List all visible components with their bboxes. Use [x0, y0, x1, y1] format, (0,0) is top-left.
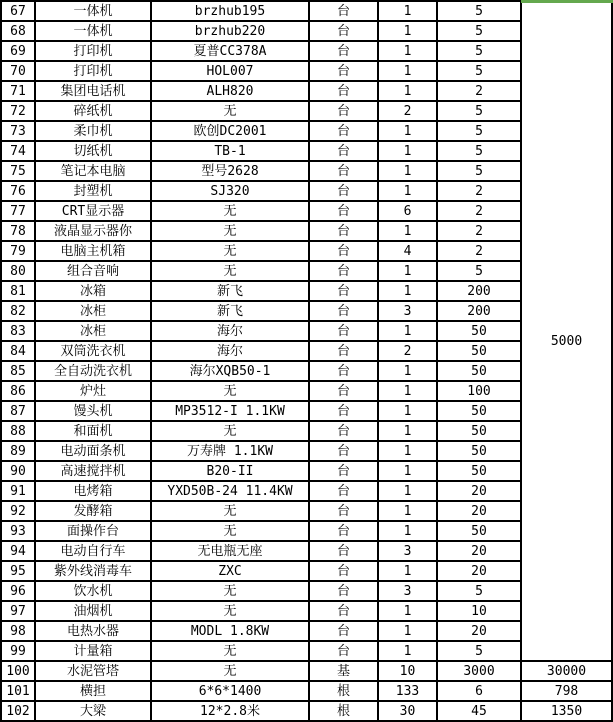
row-number-cell[interactable]: 82 — [1, 301, 35, 321]
quantity-cell[interactable]: 6 — [378, 201, 437, 221]
quantity-cell[interactable]: 1 — [378, 621, 437, 641]
row-number-cell[interactable]: 83 — [1, 321, 35, 341]
unit-cell[interactable]: 台 — [309, 381, 378, 401]
item-name-cell[interactable]: 组合音响 — [35, 261, 151, 281]
row-number-cell[interactable]: 93 — [1, 521, 35, 541]
unit-cell[interactable]: 台 — [309, 161, 378, 181]
unit-price-cell[interactable]: 50 — [437, 341, 521, 361]
unit-price-cell[interactable]: 100 — [437, 381, 521, 401]
unit-cell[interactable]: 台 — [309, 121, 378, 141]
model-cell[interactable]: YXD50B-24 11.4KW — [151, 481, 309, 501]
unit-cell[interactable]: 台 — [309, 241, 378, 261]
item-name-cell[interactable]: 一体机 — [35, 21, 151, 41]
unit-price-cell[interactable]: 2 — [437, 241, 521, 261]
quantity-cell[interactable]: 2 — [378, 101, 437, 121]
unit-cell[interactable]: 台 — [309, 41, 378, 61]
item-name-cell[interactable]: 电动自行车 — [35, 541, 151, 561]
table-row — [1, 121, 612, 141]
quantity-cell[interactable]: 1 — [378, 121, 437, 141]
item-name-cell[interactable]: 碎纸机 — [35, 101, 151, 121]
unit-price-cell[interactable]: 5 — [437, 21, 521, 41]
quantity-cell[interactable]: 2 — [378, 341, 437, 361]
row-number-cell[interactable]: 79 — [1, 241, 35, 261]
item-name-cell[interactable]: 冰柜 — [35, 321, 151, 341]
total-cell[interactable]: 798 — [521, 681, 612, 701]
quantity-cell[interactable]: 133 — [378, 681, 437, 701]
quantity-cell[interactable]: 1 — [378, 141, 437, 161]
unit-cell[interactable]: 台 — [309, 61, 378, 81]
item-name-cell[interactable]: 馒头机 — [35, 401, 151, 421]
unit-price-cell[interactable]: 50 — [437, 421, 521, 441]
unit-cell[interactable]: 台 — [309, 581, 378, 601]
unit-price-cell[interactable]: 2 — [437, 201, 521, 221]
row-number-cell[interactable]: 72 — [1, 101, 35, 121]
quantity-cell[interactable]: 1 — [378, 361, 437, 381]
row-number-cell[interactable]: 96 — [1, 581, 35, 601]
row-number-cell[interactable]: 69 — [1, 41, 35, 61]
item-name-cell[interactable]: 电热水器 — [35, 621, 151, 641]
table-row — [1, 481, 612, 501]
model-cell[interactable]: TB-1 — [151, 141, 309, 161]
row-number-cell[interactable]: 87 — [1, 401, 35, 421]
row-number-cell[interactable]: 67 — [1, 1, 35, 21]
unit-price-cell[interactable]: 20 — [437, 481, 521, 501]
model-cell[interactable]: 无 — [151, 501, 309, 521]
table-row — [1, 281, 612, 301]
unit-price-cell[interactable]: 20 — [437, 541, 521, 561]
merged-total-value: 5000 — [550, 334, 583, 349]
quantity-cell[interactable]: 3 — [378, 541, 437, 561]
item-name-cell[interactable]: 打印机 — [35, 41, 151, 61]
unit-cell[interactable]: 台 — [309, 101, 378, 121]
quantity-cell[interactable]: 1 — [378, 1, 437, 21]
quantity-cell[interactable]: 1 — [378, 461, 437, 481]
item-name-cell[interactable]: 全自动洗衣机 — [35, 361, 151, 381]
row-number-cell[interactable]: 100 — [1, 661, 35, 681]
model-cell[interactable]: 新飞 — [151, 301, 309, 321]
table-row — [1, 61, 612, 81]
unit-cell[interactable]: 台 — [309, 181, 378, 201]
table-row — [1, 401, 612, 421]
quantity-cell[interactable]: 1 — [378, 441, 437, 461]
unit-price-cell[interactable]: 50 — [437, 321, 521, 341]
table-row — [1, 81, 612, 101]
unit-cell[interactable]: 台 — [309, 341, 378, 361]
unit-cell[interactable]: 台 — [309, 21, 378, 41]
row-number-cell[interactable]: 92 — [1, 501, 35, 521]
row-number-cell[interactable]: 84 — [1, 341, 35, 361]
unit-cell[interactable]: 根 — [309, 681, 378, 701]
item-name-cell[interactable]: 计量箱 — [35, 641, 151, 661]
unit-cell[interactable]: 台 — [309, 301, 378, 321]
quantity-cell[interactable]: 1 — [378, 41, 437, 61]
unit-price-cell[interactable]: 3000 — [437, 661, 521, 681]
row-number-cell[interactable]: 101 — [1, 681, 35, 701]
item-name-cell[interactable]: 发酵箱 — [35, 501, 151, 521]
unit-cell[interactable]: 台 — [309, 641, 378, 661]
unit-price-cell[interactable]: 5 — [437, 141, 521, 161]
table-row — [1, 621, 612, 641]
quantity-cell[interactable]: 1 — [378, 61, 437, 81]
row-number-cell[interactable]: 78 — [1, 221, 35, 241]
row-number-cell[interactable]: 76 — [1, 181, 35, 201]
model-cell[interactable]: 无 — [151, 241, 309, 261]
item-name-cell[interactable]: 和面机 — [35, 421, 151, 441]
table-row — [1, 201, 612, 221]
model-cell[interactable]: 无 — [151, 381, 309, 401]
table-row — [1, 101, 612, 121]
table-row — [1, 181, 612, 201]
row-number-cell[interactable]: 94 — [1, 541, 35, 561]
unit-cell[interactable]: 台 — [309, 201, 378, 221]
quantity-cell[interactable]: 3 — [378, 581, 437, 601]
model-cell[interactable]: 无 — [151, 101, 309, 121]
table-row — [1, 581, 612, 601]
item-name-cell[interactable]: CRT显示器 — [35, 201, 151, 221]
unit-cell[interactable]: 台 — [309, 361, 378, 381]
row-number-cell[interactable]: 90 — [1, 461, 35, 481]
table-row — [1, 301, 612, 321]
model-cell[interactable]: 型号2628 — [151, 161, 309, 181]
row-number-cell[interactable]: 88 — [1, 421, 35, 441]
quantity-cell[interactable]: 30 — [378, 701, 437, 721]
model-cell[interactable]: 12*2.8米 — [151, 701, 309, 721]
quantity-cell[interactable]: 1 — [378, 321, 437, 341]
quantity-cell[interactable]: 1 — [378, 501, 437, 521]
unit-price-cell[interactable]: 5 — [437, 581, 521, 601]
unit-cell[interactable]: 台 — [309, 321, 378, 341]
row-number-cell[interactable]: 75 — [1, 161, 35, 181]
unit-cell[interactable]: 台 — [309, 401, 378, 421]
unit-price-cell[interactable]: 20 — [437, 501, 521, 521]
unit-price-cell[interactable]: 5 — [437, 61, 521, 81]
item-name-cell[interactable]: 大梁 — [35, 701, 151, 721]
unit-cell[interactable]: 台 — [309, 221, 378, 241]
model-cell[interactable]: 无 — [151, 421, 309, 441]
model-cell[interactable]: 6*6*1400 — [151, 681, 309, 701]
unit-cell[interactable]: 台 — [309, 421, 378, 441]
unit-price-cell[interactable]: 5 — [437, 121, 521, 141]
table-row — [1, 141, 612, 161]
quantity-cell[interactable]: 1 — [378, 261, 437, 281]
unit-cell[interactable]: 台 — [309, 261, 378, 281]
model-cell[interactable]: 夏普CC378A — [151, 41, 309, 61]
table-row — [1, 321, 612, 341]
table-row — [1, 641, 612, 661]
item-name-cell[interactable]: 紫外线消毒车 — [35, 561, 151, 581]
quantity-cell[interactable]: 1 — [378, 421, 437, 441]
model-cell[interactable]: MP3512-I 1.1KW — [151, 401, 309, 421]
model-cell[interactable]: HOL007 — [151, 61, 309, 81]
table-row — [1, 421, 612, 441]
unit-cell[interactable]: 台 — [309, 1, 378, 21]
row-number-cell[interactable]: 86 — [1, 381, 35, 401]
unit-price-cell[interactable]: 200 — [437, 281, 521, 301]
unit-price-cell[interactable]: 5 — [437, 101, 521, 121]
row-number-cell[interactable]: 74 — [1, 141, 35, 161]
model-cell[interactable]: 新飞 — [151, 281, 309, 301]
quantity-cell[interactable]: 1 — [378, 641, 437, 661]
model-cell[interactable]: 无电瓶无座 — [151, 541, 309, 561]
row-number-cell[interactable]: 70 — [1, 61, 35, 81]
table-row — [1, 21, 612, 41]
model-cell[interactable]: ZXC — [151, 561, 309, 581]
row-number-cell[interactable]: 89 — [1, 441, 35, 461]
quantity-cell[interactable]: 1 — [378, 281, 437, 301]
table-row — [1, 221, 612, 241]
row-number-cell[interactable]: 102 — [1, 701, 35, 721]
quantity-cell[interactable]: 1 — [378, 481, 437, 501]
model-cell[interactable]: 无 — [151, 581, 309, 601]
model-cell[interactable]: SJ320 — [151, 181, 309, 201]
unit-price-cell[interactable]: 2 — [437, 181, 521, 201]
unit-cell[interactable]: 基 — [309, 661, 378, 681]
item-name-cell[interactable]: 集团电话机 — [35, 81, 151, 101]
item-name-cell[interactable]: 冰柜 — [35, 301, 151, 321]
row-number-cell[interactable]: 81 — [1, 281, 35, 301]
model-cell[interactable]: 无 — [151, 201, 309, 221]
model-cell[interactable]: 无 — [151, 221, 309, 241]
quantity-cell[interactable]: 1 — [378, 561, 437, 581]
unit-price-cell[interactable]: 5 — [437, 161, 521, 181]
table-row — [1, 241, 612, 261]
selection-border-green — [521, 0, 613, 3]
quantity-cell[interactable]: 1 — [378, 221, 437, 241]
unit-cell[interactable]: 台 — [309, 481, 378, 501]
model-cell[interactable]: 无 — [151, 661, 309, 681]
item-name-cell[interactable]: 切纸机 — [35, 141, 151, 161]
quantity-cell[interactable]: 1 — [378, 601, 437, 621]
row-number-cell[interactable]: 97 — [1, 601, 35, 621]
unit-cell[interactable]: 台 — [309, 601, 378, 621]
row-number-cell[interactable]: 91 — [1, 481, 35, 501]
model-cell[interactable]: 欧创DC2001 — [151, 121, 309, 141]
row-number-cell[interactable]: 80 — [1, 261, 35, 281]
unit-cell[interactable]: 台 — [309, 541, 378, 561]
item-name-cell[interactable]: 电脑主机箱 — [35, 241, 151, 261]
model-cell[interactable]: brzhub220 — [151, 21, 309, 41]
table-row — [1, 41, 612, 61]
unit-price-cell[interactable]: 5 — [437, 1, 521, 21]
unit-price-cell[interactable]: 5 — [437, 41, 521, 61]
table-row — [1, 501, 612, 521]
item-name-cell[interactable]: 面操作台 — [35, 521, 151, 541]
unit-cell[interactable]: 台 — [309, 441, 378, 461]
quantity-cell[interactable]: 1 — [378, 21, 437, 41]
unit-cell[interactable]: 台 — [309, 461, 378, 481]
table-row — [1, 661, 612, 681]
model-cell[interactable]: 无 — [151, 261, 309, 281]
unit-price-cell[interactable]: 50 — [437, 361, 521, 381]
item-name-cell[interactable]: 打印机 — [35, 61, 151, 81]
table-row — [1, 601, 612, 621]
table-row — [1, 161, 612, 181]
table-row — [1, 441, 612, 461]
table-row — [1, 561, 612, 581]
unit-price-cell[interactable]: 50 — [437, 401, 521, 421]
unit-price-cell[interactable]: 50 — [437, 521, 521, 541]
table-row — [1, 541, 612, 561]
model-cell[interactable]: 海尔 — [151, 341, 309, 361]
unit-cell[interactable]: 台 — [309, 141, 378, 161]
row-number-cell[interactable]: 95 — [1, 561, 35, 581]
unit-cell[interactable]: 台 — [309, 281, 378, 301]
model-cell[interactable]: brzhub195 — [151, 1, 309, 21]
table-row — [1, 681, 612, 701]
model-cell[interactable]: 万寿牌 1.1KW — [151, 441, 309, 461]
item-name-cell[interactable]: 高速搅拌机 — [35, 461, 151, 481]
total-cell[interactable]: 30000 — [521, 661, 612, 681]
unit-cell[interactable]: 根 — [309, 701, 378, 721]
row-number-cell[interactable]: 98 — [1, 621, 35, 641]
unit-cell[interactable]: 台 — [309, 501, 378, 521]
table-row — [1, 701, 612, 721]
table-row — [1, 261, 612, 281]
merged-total-cell[interactable] — [521, 1, 612, 661]
quantity-cell[interactable]: 10 — [378, 661, 437, 681]
quantity-cell[interactable]: 3 — [378, 301, 437, 321]
model-cell[interactable]: MODL 1.8KW — [151, 621, 309, 641]
quantity-cell[interactable]: 1 — [378, 401, 437, 421]
table-row — [1, 341, 612, 361]
unit-price-cell[interactable]: 5 — [437, 261, 521, 281]
model-cell[interactable]: 无 — [151, 601, 309, 621]
unit-cell[interactable]: 台 — [309, 621, 378, 641]
quantity-cell[interactable]: 1 — [378, 521, 437, 541]
table-row — [1, 461, 612, 481]
item-name-cell[interactable]: 封塑机 — [35, 181, 151, 201]
unit-cell[interactable]: 台 — [309, 561, 378, 581]
item-name-cell[interactable]: 电烤箱 — [35, 481, 151, 501]
item-name-cell[interactable]: 横担 — [35, 681, 151, 701]
quantity-cell[interactable]: 1 — [378, 381, 437, 401]
unit-cell[interactable]: 台 — [309, 81, 378, 101]
item-name-cell[interactable]: 炉灶 — [35, 381, 151, 401]
unit-price-cell[interactable]: 20 — [437, 621, 521, 641]
unit-price-cell[interactable]: 200 — [437, 301, 521, 321]
quantity-cell[interactable]: 1 — [378, 161, 437, 181]
row-number-cell[interactable]: 85 — [1, 361, 35, 381]
item-name-cell[interactable]: 笔记本电脑 — [35, 161, 151, 181]
table-row — [1, 361, 612, 381]
total-cell[interactable]: 1350 — [521, 701, 612, 721]
item-name-cell[interactable]: 电动面条机 — [35, 441, 151, 461]
model-cell[interactable]: 海尔XQB50-1 — [151, 361, 309, 381]
item-name-cell[interactable]: 柔巾机 — [35, 121, 151, 141]
quantity-cell[interactable]: 4 — [378, 241, 437, 261]
row-number-cell[interactable]: 99 — [1, 641, 35, 661]
table-row — [1, 381, 612, 401]
model-cell[interactable]: ALH820 — [151, 81, 309, 101]
item-name-cell[interactable]: 油烟机 — [35, 601, 151, 621]
item-name-cell[interactable]: 双筒洗衣机 — [35, 341, 151, 361]
unit-price-cell[interactable]: 5 — [437, 641, 521, 661]
unit-cell[interactable]: 台 — [309, 521, 378, 541]
row-number-cell[interactable]: 71 — [1, 81, 35, 101]
table-row — [1, 1, 612, 21]
unit-price-cell[interactable]: 50 — [437, 441, 521, 461]
model-cell[interactable]: B20-II — [151, 461, 309, 481]
item-name-cell[interactable]: 一体机 — [35, 1, 151, 21]
unit-price-cell[interactable]: 45 — [437, 701, 521, 721]
model-cell[interactable]: 无 — [151, 641, 309, 661]
item-name-cell[interactable]: 水泥管塔 — [35, 661, 151, 681]
unit-price-cell[interactable]: 10 — [437, 601, 521, 621]
unit-price-cell[interactable]: 2 — [437, 81, 521, 101]
item-name-cell[interactable]: 饮水机 — [35, 581, 151, 601]
row-number-cell[interactable]: 68 — [1, 21, 35, 41]
quantity-cell[interactable]: 1 — [378, 181, 437, 201]
model-cell[interactable]: 海尔 — [151, 321, 309, 341]
unit-price-cell[interactable]: 50 — [437, 461, 521, 481]
row-number-cell[interactable]: 77 — [1, 201, 35, 221]
unit-price-cell[interactable]: 6 — [437, 681, 521, 701]
row-number-cell[interactable]: 73 — [1, 121, 35, 141]
model-cell[interactable]: 无 — [151, 521, 309, 541]
item-name-cell[interactable]: 液晶显示器你 — [35, 221, 151, 241]
unit-price-cell[interactable]: 2 — [437, 221, 521, 241]
quantity-cell[interactable]: 1 — [378, 81, 437, 101]
table-row — [1, 521, 612, 541]
item-name-cell[interactable]: 冰箱 — [35, 281, 151, 301]
unit-price-cell[interactable]: 20 — [437, 561, 521, 581]
